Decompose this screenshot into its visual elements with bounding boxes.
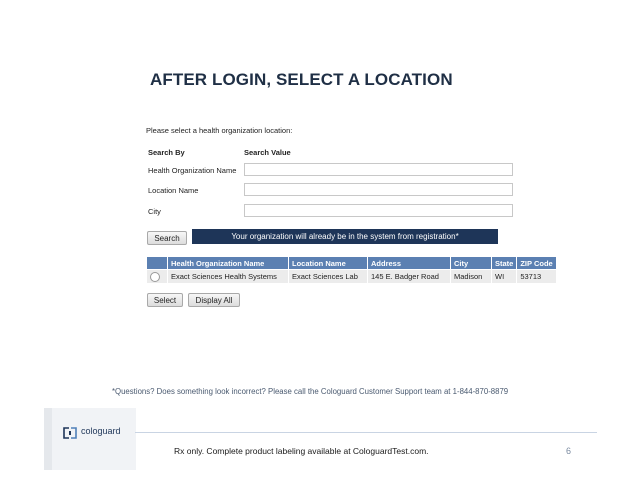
cell-city: Madison [451, 270, 492, 284]
column-header-location: Location Name [289, 257, 368, 270]
slide-title: AFTER LOGIN, SELECT A LOCATION [150, 70, 453, 89]
support-footnote: *Questions? Does something look incorrect? Please call the Cologuard Customer Support team at 1-844-870-8879 [112, 387, 509, 396]
cell-state: WI [492, 270, 517, 284]
column-header-state: State [492, 257, 517, 270]
city-input[interactable] [244, 204, 513, 217]
row-radio-button[interactable] [150, 272, 160, 282]
table-row[interactable] [147, 270, 557, 284]
footer-divider [135, 432, 597, 433]
logo-panel [44, 408, 136, 470]
health-org-name-label: Health Organization Name [148, 166, 237, 175]
registration-banner: Your organization will already be in the system from registration* [192, 229, 498, 244]
cologuard-bracket-icon [63, 427, 77, 439]
cell-address: 145 E. Badger Road [368, 270, 451, 284]
cell-zip: 53713 [517, 270, 557, 284]
table-header-row [147, 257, 557, 270]
column-header-address: Address [368, 257, 451, 270]
select-column-header [147, 257, 168, 270]
cologuard-logo-text: cologuard [81, 426, 121, 436]
display-all-button[interactable]: Display All [188, 293, 240, 307]
select-button[interactable]: Select [147, 293, 183, 307]
column-header-city: City [451, 257, 492, 270]
city-label: City [148, 207, 161, 216]
cell-org: Exact Sciences Health Systems [168, 270, 289, 284]
cell-location: Exact Sciences Lab [289, 270, 368, 284]
locations-table [146, 256, 557, 284]
location-name-label: Location Name [148, 186, 199, 195]
search-by-header: Search By [148, 148, 185, 157]
health-org-name-input[interactable] [244, 163, 513, 176]
search-button[interactable]: Search [147, 231, 187, 245]
footer-text: Rx only. Complete product labeling available at CologuardTest.com. [174, 446, 429, 456]
column-header-org: Health Organization Name [168, 257, 289, 270]
page-number: 6 [566, 446, 572, 456]
row-select-cell[interactable] [147, 270, 168, 284]
search-prompt: Please select a health organization location: [146, 126, 293, 135]
search-value-header: Search Value [244, 148, 291, 157]
location-name-input[interactable] [244, 183, 513, 196]
column-header-zip: ZIP Code [517, 257, 557, 270]
